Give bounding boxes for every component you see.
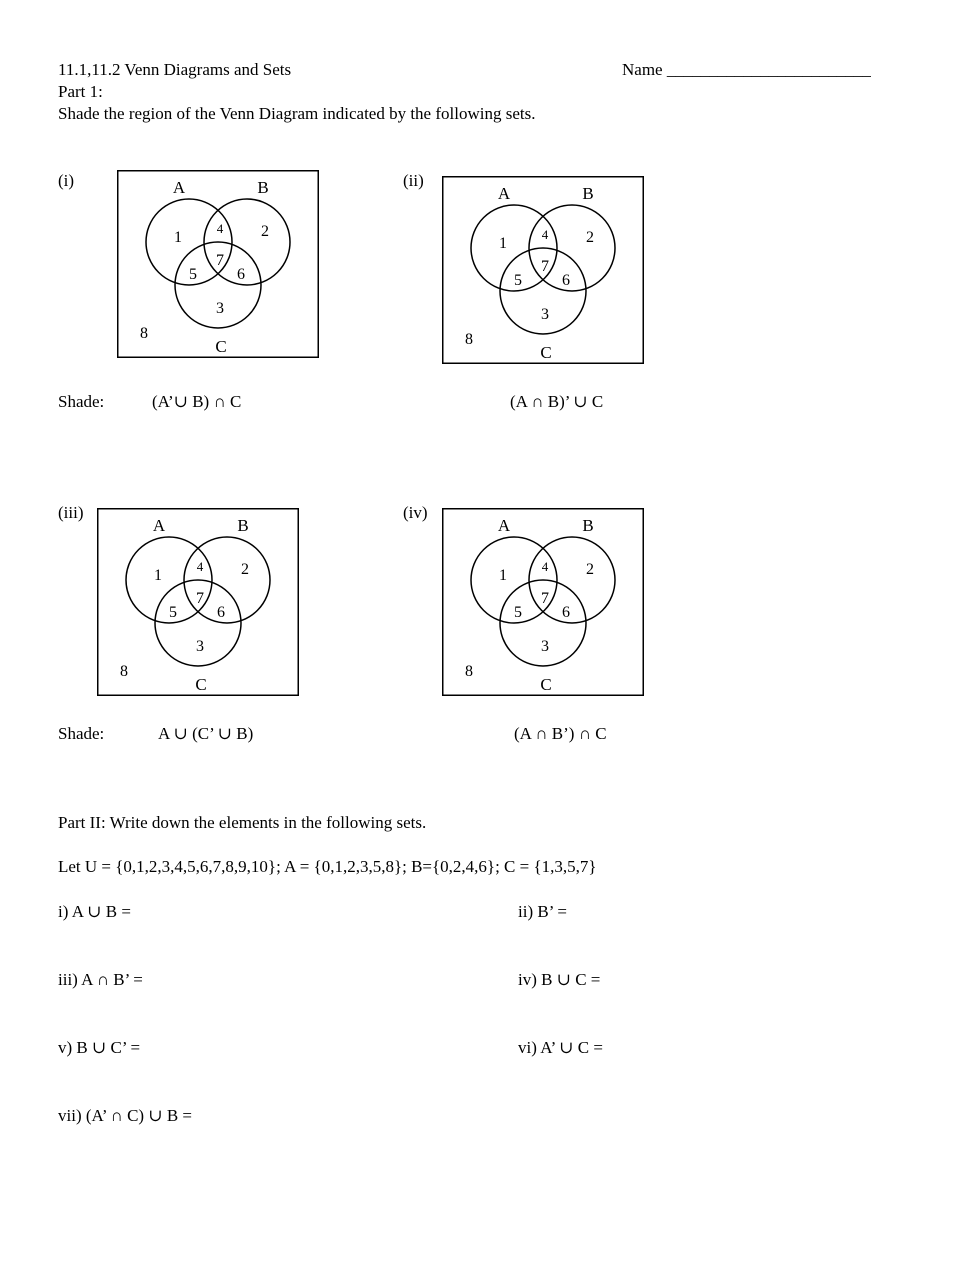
question-ii: ii) B’ =	[518, 902, 567, 921]
region-6: 6	[237, 266, 245, 283]
region-3: 3	[196, 638, 204, 655]
region-6: 6	[217, 604, 225, 621]
region-8: 8	[120, 663, 128, 680]
region-5: 5	[189, 266, 197, 283]
region-4: 4	[541, 559, 549, 574]
region-3: 3	[541, 638, 549, 655]
part1-heading: Part 1:	[58, 82, 103, 101]
diagram-3-label: (iii)	[58, 503, 84, 522]
part1-instruction: Shade the region of the Venn Diagram indicated by the following sets.	[58, 104, 536, 123]
venn-diagram-2[interactable]	[442, 176, 644, 364]
diagram-2-label: (ii)	[403, 171, 424, 190]
region-8: 8	[465, 663, 473, 680]
diagram-4-expression: (A ∩ B’) ∩ C	[514, 724, 607, 743]
region-4: 4	[541, 227, 549, 242]
question-iv: iv) B ∪ C =	[518, 970, 601, 989]
region-1: 1	[174, 229, 182, 246]
region-2: 2	[586, 229, 594, 246]
part2-heading: Part II: Write down the elements in the following sets.	[58, 813, 427, 832]
diagram-3-expression: A ∪ (C’ ∪ B)	[158, 724, 254, 743]
region-2: 2	[241, 561, 249, 578]
set-c-label: C	[195, 675, 207, 694]
question-i: i) A ∪ B =	[58, 902, 131, 921]
set-b-label: B	[582, 184, 594, 203]
set-b-label: B	[237, 516, 249, 535]
worksheet-title: 11.1,11.2 Venn Diagrams and Sets	[58, 60, 292, 79]
name-field[interactable]: Name ________________________	[622, 60, 871, 79]
question-vi: vi) A’ ∪ C =	[518, 1038, 603, 1057]
region-4: 4	[216, 221, 224, 236]
diagram-2-expression: (A ∩ B)’ ∪ C	[510, 392, 604, 411]
venn-diagram-3[interactable]	[97, 508, 299, 696]
region-5: 5	[514, 272, 522, 289]
set-a-label: A	[497, 516, 511, 535]
set-b-label: B	[257, 178, 269, 197]
region-7: 7	[541, 590, 549, 607]
set-a-label: A	[497, 184, 511, 203]
shade-label-1: Shade:	[58, 392, 105, 411]
diagram-1-expression: (A’∪ B) ∩ C	[152, 392, 242, 411]
region-7: 7	[541, 258, 549, 275]
set-a-label: A	[172, 178, 186, 197]
set-c-label: C	[540, 343, 552, 362]
region-1: 1	[154, 567, 162, 584]
region-7: 7	[196, 590, 204, 607]
region-7: 7	[216, 252, 224, 269]
diagram-1-label: (i)	[58, 171, 75, 190]
region-4: 4	[196, 559, 204, 574]
set-c-label: C	[215, 337, 227, 356]
region-6: 6	[562, 604, 570, 621]
region-2: 2	[586, 561, 594, 578]
question-v: v) B ∪ C’ =	[58, 1038, 141, 1057]
region-1: 1	[499, 235, 507, 252]
set-a-label: A	[152, 516, 166, 535]
venn-diagram-4[interactable]	[442, 508, 644, 696]
diagram-4-label: (iv)	[403, 503, 428, 522]
region-5: 5	[169, 604, 177, 621]
venn-diagram-1[interactable]	[117, 170, 319, 358]
region-8: 8	[465, 331, 473, 348]
region-3: 3	[541, 306, 549, 323]
question-vii: vii) (A’ ∩ C) ∪ B =	[58, 1106, 193, 1125]
question-iii: iii) A ∩ B’ =	[58, 970, 143, 989]
region-2: 2	[261, 223, 269, 240]
region-8: 8	[140, 325, 148, 342]
set-c-label: C	[540, 675, 552, 694]
region-6: 6	[562, 272, 570, 289]
region-5: 5	[514, 604, 522, 621]
region-1: 1	[499, 567, 507, 584]
shade-label-3: Shade:	[58, 724, 105, 743]
region-3: 3	[216, 300, 224, 317]
set-b-label: B	[582, 516, 594, 535]
sets-definition: Let U = {0,1,2,3,4,5,6,7,8,9,10}; A = {0,1,2,3,5,8}; B={0,2,4,6}; C = {1,3,5,7}	[58, 857, 597, 876]
